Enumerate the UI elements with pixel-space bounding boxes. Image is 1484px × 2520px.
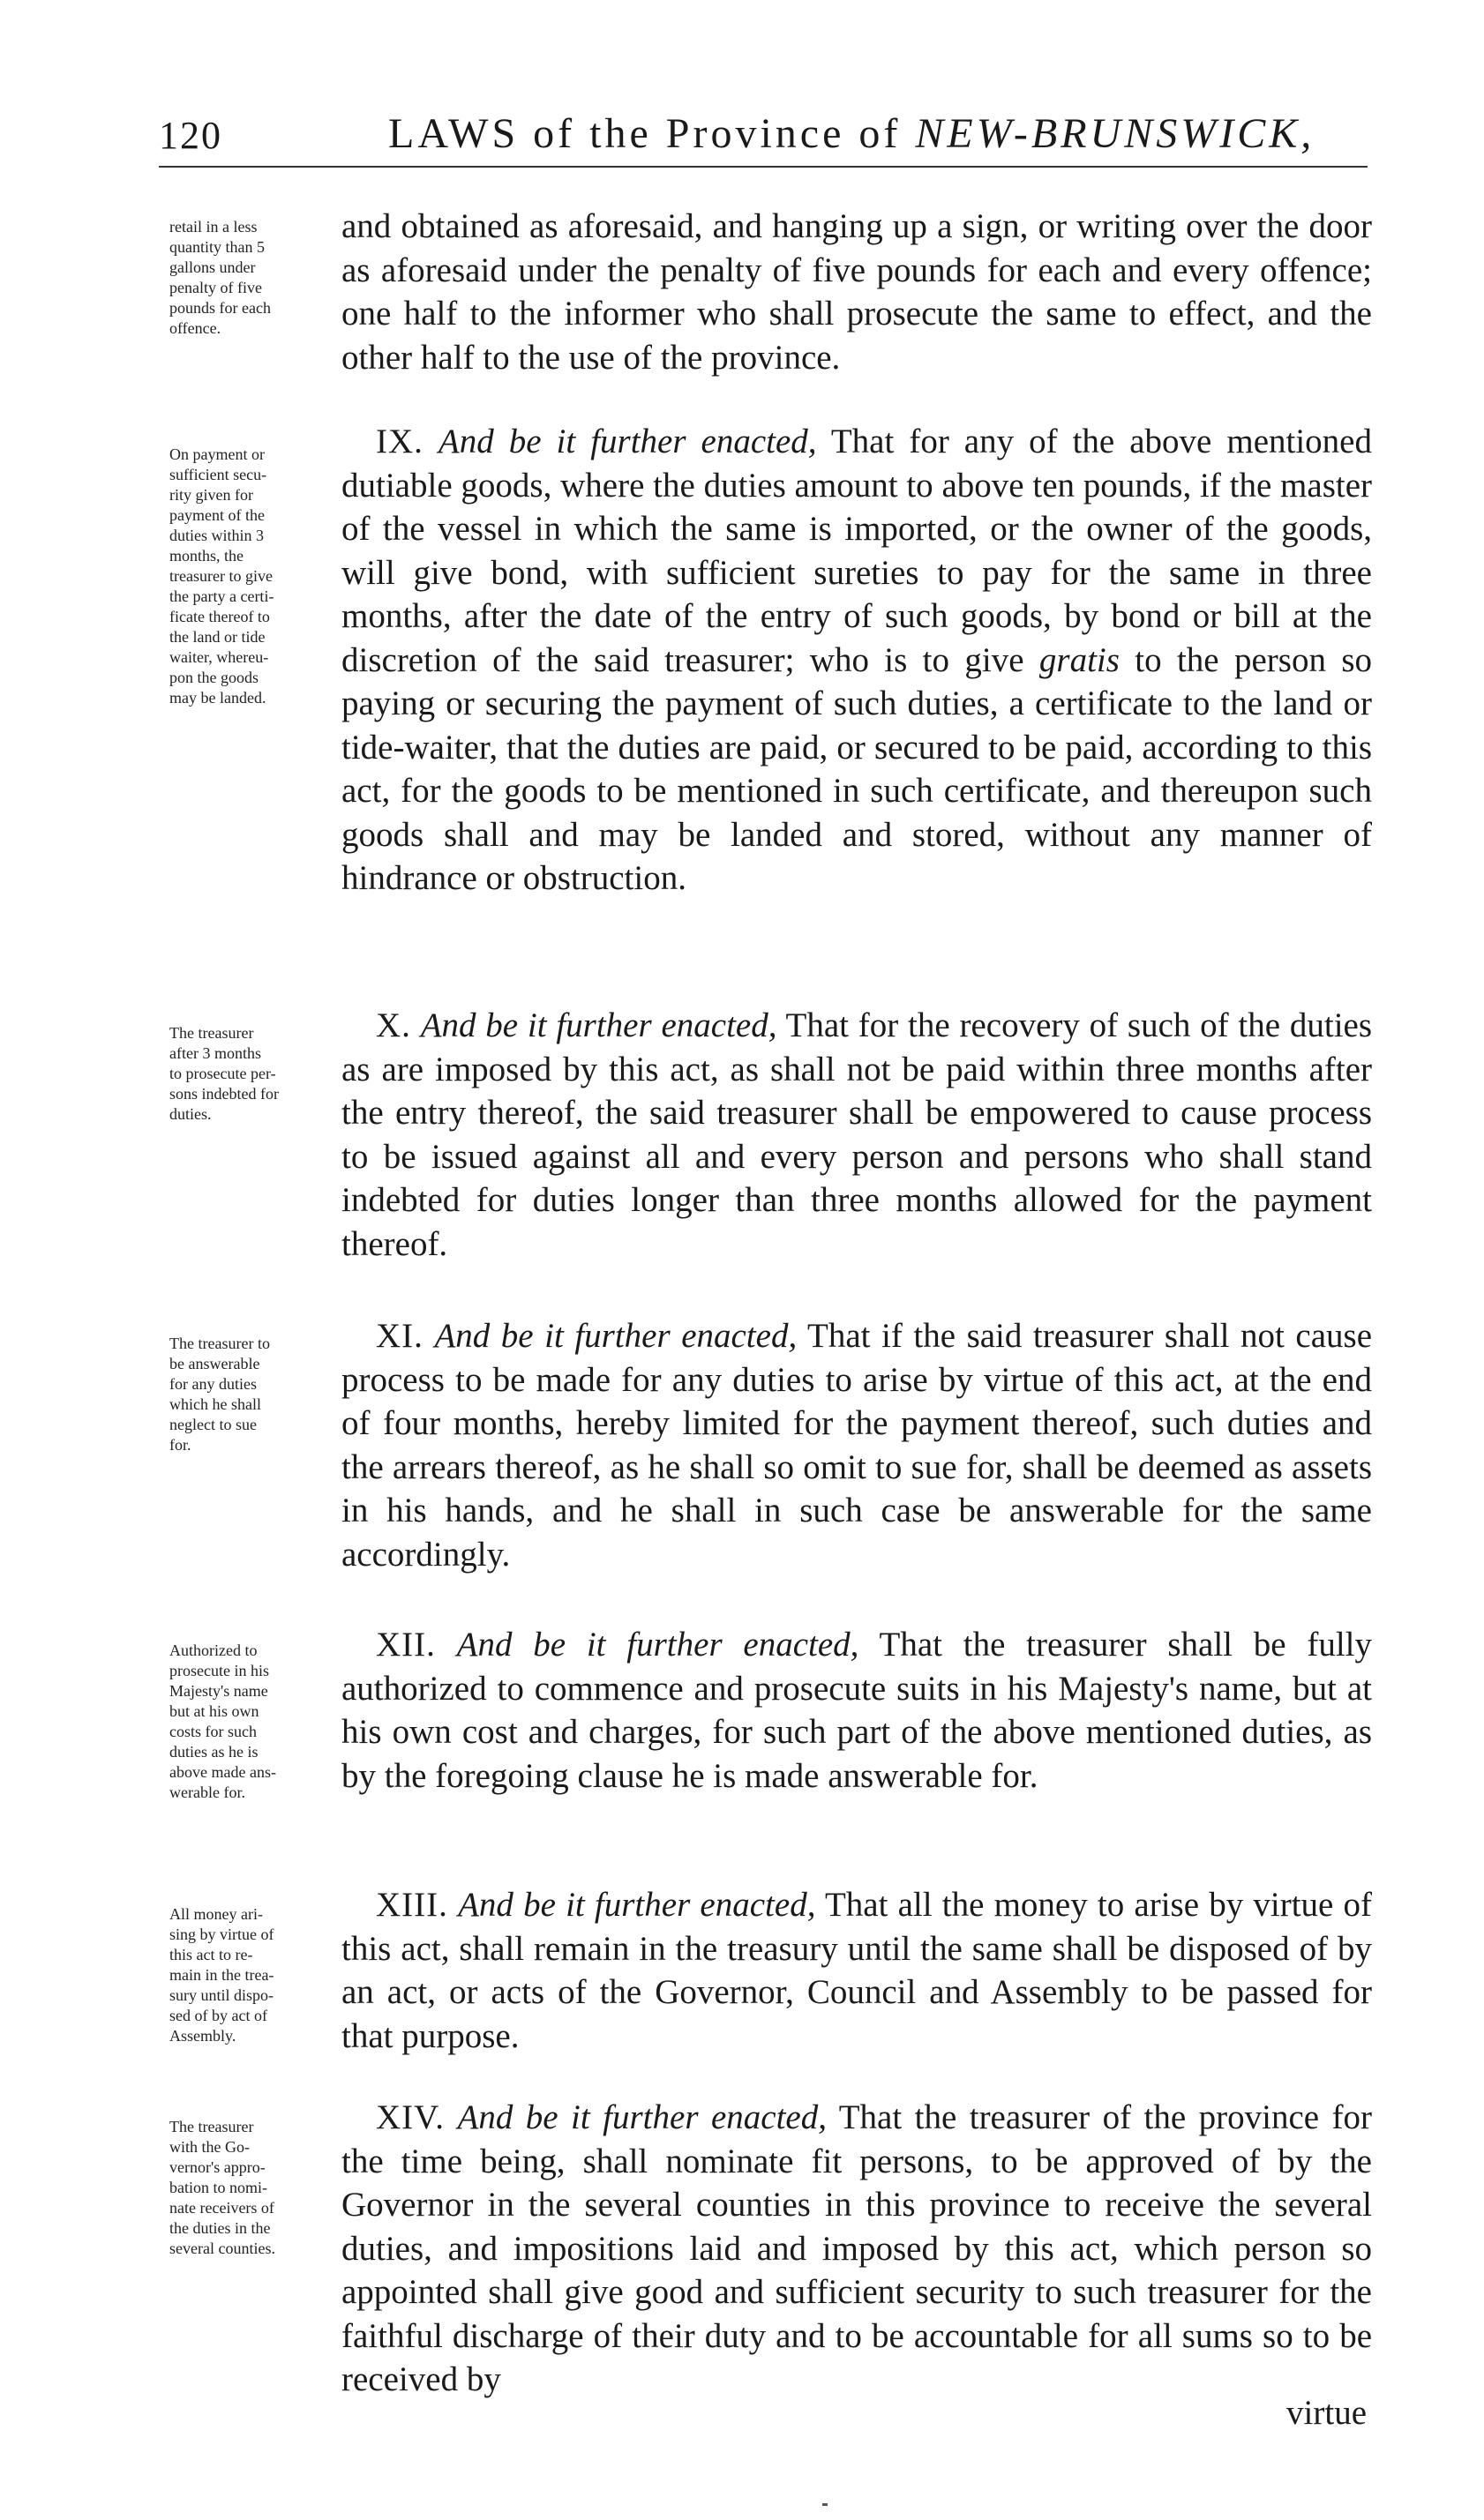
section-text [341, 1623, 1372, 1798]
section-number: IX. [376, 422, 423, 460]
margin-note: The treasurer after 3 months to prosecute per- sons indebted for duties. [169, 1024, 279, 1123]
section-text [341, 420, 1372, 901]
page-number: 120 [159, 114, 222, 157]
section-body: That if the said treasurer shall not cause process to be made for any duties to arise by virtue of this act, at the end of four months, hereby limited for the payment thereof, such duties and the arrears thereof, as he shall so omit to sue for, shall be deemed as assets in his hands, and he shall in such case be answerable for the same accordingly. [341, 1317, 1373, 1574]
section-body: That for the recovery of such of the duties as are imposed by this act, as shall not be paid within three months after the entry thereof, the said treasurer shall be empowered to cause process to be issued against all and every person and persons who shall stand indebted for duties longer than three months allowed for the payment thereof. [341, 1006, 1373, 1263]
section-number: XIV. [376, 2098, 446, 2136]
running-title-prefix: LAWS of the Province of [388, 110, 902, 157]
margin-note: On payment or sufficient secu- rity given for payment of the duties within 3 months, the treasurer to give the party a certi- ficate thereof to the land or tide waiter, whereu- pon the goods may be landed. [169, 445, 274, 707]
catchword: virtue [1286, 2394, 1367, 2432]
section-text [341, 2096, 1372, 2402]
enacting-clause: And be it further enacted, [438, 422, 817, 460]
header-rule [159, 166, 1368, 168]
margin-note: retail in a less quantity than 5 gallons under penalty of five pounds for each offence. [169, 218, 271, 337]
running-title [388, 109, 1315, 158]
section-body: That for any of the above mentioned dutiable goods, where the duties amount to above ten pounds, if the master of the vessel in which the same is imported, or the owner of the goods, will give bond, with sufficient sureties to pay for the same in three months, after the date of the entry of such goods, by bond or bill at the discretion of the said treasurer; who is to give [341, 422, 1372, 679]
margin-note: Authorized to prosecute in his Majesty's name but at his own costs for such duties as he is above made ans- werable for. [169, 1641, 276, 1801]
section-text [341, 1314, 1372, 1576]
section-body: That the treasurer shall be fully authorized to commence and prosecute suits in his Majesty's name, but at his own cost and charges, for such part of the above mentioned duties, as by the foregoing clause he is made answerable for. [341, 1626, 1373, 1795]
section-number: XIII. [376, 1886, 448, 1924]
section-body: and obtained as aforesaid, and hanging up a sign, or writing over the door as aforesaid under the penalty of five pounds for each and every offence; one half to the informer who shall prosecute the same to effect, and the other half to the use of the province. [341, 207, 1372, 377]
italic-word: gratis [1038, 640, 1120, 679]
section-body: That all the money to arise by virtue of this act, shall remain in the treasury until the same shall be disposed of by an act, or acts of the Governor, Council and Assembly to be passed for that purpose. [341, 1886, 1373, 2055]
print-speck [822, 2503, 828, 2506]
enacting-clause: And be it further enacted, [420, 1006, 777, 1044]
section-text [341, 1004, 1372, 1266]
margin-note: The treasurer to be answerable for any duties which he shall neglect to sue for. [169, 1335, 270, 1454]
running-title-province: NEW-BRUNSWICK, [915, 110, 1315, 157]
section-number: X. [376, 1006, 411, 1044]
enacting-clause: And be it further enacted, [456, 1626, 859, 1664]
section-text [341, 1883, 1372, 2058]
section-number: XII. [376, 1626, 436, 1664]
section-number: XI. [376, 1317, 423, 1355]
enacting-clause: And be it further enacted, [434, 1317, 798, 1355]
section-body: That the treasurer of the province for the time being, shall nominate fit persons, to be approved of by the Governor in the several counties in this province to receive the several duties, and impositions laid and imposed by this act, which person so appointed shall give good and sufficient security to such treasurer for the faithful discharge of their duty and to be accountable for all sums so to be received by [341, 2098, 1372, 2398]
section-body-continued: to the person so paying or securing the payment of such duties, a certificate to the land or tide-waiter, that the duties are paid, or secured to be paid, according to this act, for the goods to be mentioned in such certificate, and thereupon such goods shall and may be landed and stored, without any manner of hindrance or obstruction. [341, 640, 1372, 897]
enacting-clause: And be it further enacted, [458, 1886, 816, 1924]
margin-note: All money ari- sing by virtue of this act to re- main in the trea- sury until dispo- sed of by act of Assembly. [169, 1905, 274, 2045]
page-header [159, 97, 1368, 159]
margin-note: The treasurer with the Go- vernor's appro- bation to nomi- nate receivers of the duties in the several counties. [169, 2118, 275, 2257]
enacting-clause: And be it further enacted, [457, 2098, 827, 2136]
